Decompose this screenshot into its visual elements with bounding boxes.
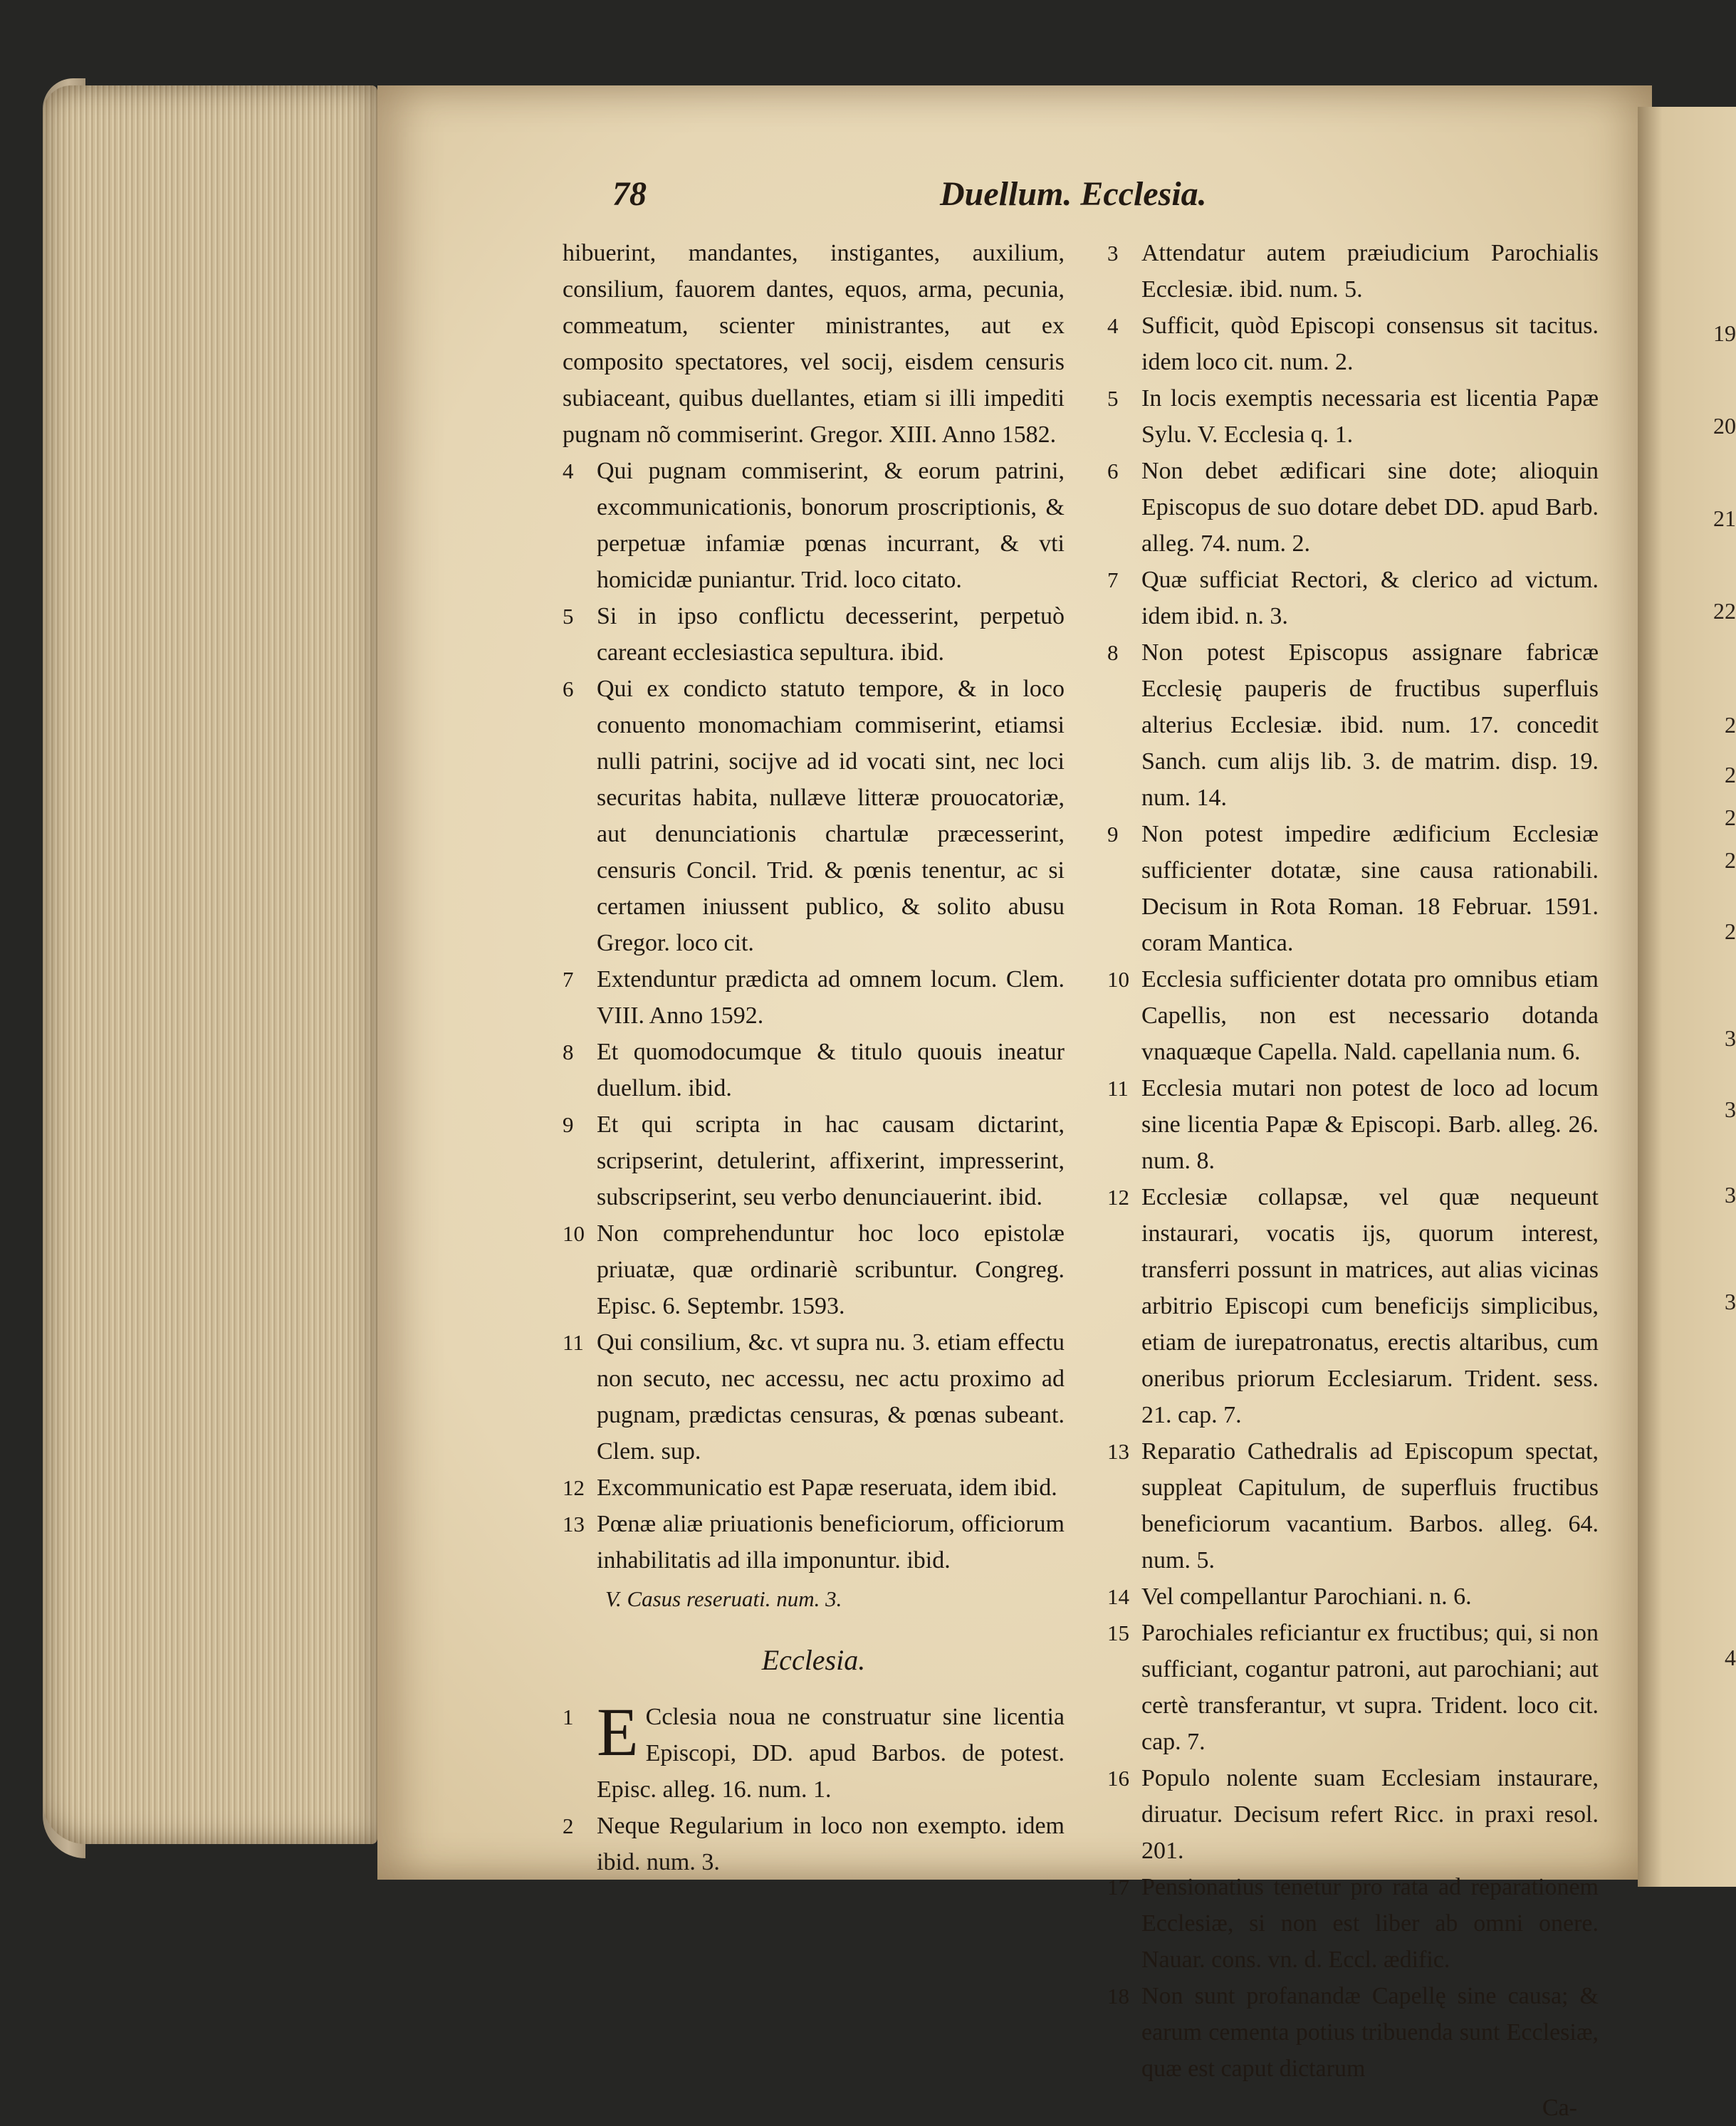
entry	[563, 1506, 1065, 1578]
entry-text: Ecclesia mutari non potest de loco ad locum sine licentia Papæ & Episcopi. Barb. alleg. 26. num. 8.	[1141, 1075, 1599, 1174]
facing-page-number: 22	[1713, 598, 1736, 624]
entry-text: Attendatur autem præiudicium Parochialis Ecclesiæ. ibid. num. 5.	[1141, 240, 1599, 303]
opening-text: hibuerint, mandantes, instigantes, auxilium, consilium, fauorem dantes, equos, arma, pecunia, commeatum, scienter ministrantes, aut ex composito spectatores, vel socij, eisdem censuris subiaceant, quibus duellantes, etiam si illi impediti pugnam nõ commiserint. Gregor. XIII. Anno 1582.	[563, 240, 1065, 448]
left-column	[563, 235, 1065, 1880]
entry	[1107, 562, 1599, 634]
entry-text: Non potest Episcopus assignare fabricæ Ecclesię pauperis de fructibus superfluis alterius Ecclesiæ. ibid. num. 17. concedit Sanch. cum alijs lib. 3. de matrim. disp. 19. num. 14.	[1141, 639, 1599, 811]
page-block-edge	[43, 85, 377, 1844]
entry-text: Ecclesia sufficienter dotata pro omnibus etiam Capellis, non est necessario dotanda vnaquæque Capella. Nald. capellania num. 6.	[1141, 966, 1599, 1065]
entry-text: Pœnæ aliæ priuationis beneficiorum, officiorum inhabilitatis ad illa imponuntur. ibid.	[597, 1511, 1065, 1573]
entry-text: Qui consilium, &c. vt supra nu. 3. etiam effectu non secuto, nec accessu, nec actu proximo ad pugnam, prædictas censuras, & pœnas subeant. Clem. sup.	[597, 1329, 1065, 1465]
facing-page-number: 2	[1725, 762, 1736, 787]
facing-page-number: 3	[1725, 1096, 1736, 1122]
facing-page-number: 3	[1725, 1182, 1736, 1208]
entry	[563, 598, 1065, 671]
entry	[563, 1693, 1065, 1808]
entry-text: Non comprehenduntur hoc loco epistolæ priuatæ, quæ ordinariè scribuntur. Congreg. Episc. 6. Septembr. 1593.	[597, 1220, 1065, 1319]
facing-page-numbers	[1705, 107, 1736, 1887]
cross-reference: V. Casus reseruati. num. 3.	[605, 1586, 842, 1611]
entry	[1107, 1760, 1599, 1869]
entry	[563, 1470, 1065, 1506]
entry-number: 11	[1107, 1076, 1129, 1101]
entry-number: 12	[1107, 1185, 1129, 1210]
entry-text	[597, 1693, 1065, 1808]
entry-text: In locis exemptis necessaria est licentia Papæ Sylu. V. Ecclesia q. 1.	[1141, 385, 1599, 448]
entry	[1107, 816, 1599, 961]
entry-text: Sufficit, quòd Episcopi consensus sit tacitus. idem loco cit. num. 2.	[1141, 313, 1599, 375]
entry-number: 2	[563, 1813, 574, 1838]
entry-number: 3	[1107, 241, 1119, 266]
entry-number: 14	[1107, 1584, 1129, 1609]
entry	[1107, 308, 1599, 380]
entry-text: Non sunt profanandæ Capellę sine causa; & earum cementa potius tribuenda sunt Ecclesiæ, quæ est caput dictarum	[1141, 1983, 1599, 2082]
facing-page-strip	[1638, 107, 1736, 1887]
entry-text: Vel compellantur Parochiani. n. 6.	[1141, 1583, 1472, 1610]
entry-text: Quæ sufficiat Rectori, & clerico ad victum. idem ibid. n. 3.	[1141, 567, 1599, 629]
entry	[563, 671, 1065, 961]
facing-page-number: 21	[1713, 506, 1736, 531]
entry	[563, 453, 1065, 598]
entry-number: 8	[1107, 640, 1119, 665]
entry	[1107, 1978, 1599, 2087]
entry-text: Populo nolente suam Ecclesiam instaurare, diruatur. Decisum refert Ricc. in praxi resol. 201.	[1141, 1765, 1599, 1864]
entry-number: 15	[1107, 1620, 1129, 1645]
facing-page-number: 2	[1725, 712, 1736, 738]
drop-cap: E	[597, 1693, 639, 1770]
entry	[1107, 1070, 1599, 1179]
entry	[563, 1106, 1065, 1215]
entry-text: Excommunicatio est Papæ reseruata, idem ibid.	[597, 1475, 1057, 1501]
entry-number: 5	[1107, 386, 1119, 411]
entry-text: Neque Regularium in loco non exempto. idem ibid. num. 3.	[597, 1812, 1065, 1875]
facing-page-number: 3	[1725, 1025, 1736, 1051]
entry-number: 1	[563, 1704, 574, 1729]
entry-number: 7	[563, 967, 574, 992]
entry	[1107, 961, 1599, 1070]
facing-page-number: 2	[1725, 805, 1736, 830]
entry-number: 18	[1107, 1984, 1129, 2009]
entry-number: 6	[563, 676, 574, 701]
entry	[563, 1034, 1065, 1106]
entry-text: Extenduntur prædicta ad omnem locum. Clem. VIII. Anno 1592.	[597, 966, 1065, 1029]
section-title: Ecclesia.	[761, 1643, 866, 1676]
facing-page-number: 20	[1713, 413, 1736, 439]
entry-text: Ecclesiæ collapsæ, vel quæ nequeunt instaurari, vocatis ijs, quorum interest, transferri possunt in matrices, aut alias vicinas arbitrio Episcopi cum beneficijs simplicibus, etiam de iurepatronatus, erectis altaribus, cum oneribus priorum Ecclesiarum. Trident. sess. 21. cap. 7.	[1141, 1184, 1599, 1428]
entry-number: 5	[563, 604, 574, 629]
entry	[1107, 1433, 1599, 1578]
entry	[1107, 235, 1599, 308]
entry-text: Et qui scripta in hac causam dictarint, scripserint, detulerint, affixerint, impresserint, subscripserint, seu verbo denunciauerint. ibid.	[597, 1111, 1065, 1210]
entry-number: 16	[1107, 1766, 1129, 1791]
entry	[563, 1215, 1065, 1324]
entry	[563, 1324, 1065, 1470]
section-entries	[563, 1693, 1065, 1880]
entry	[563, 961, 1065, 1034]
entry	[1107, 1578, 1599, 1615]
entry	[1107, 634, 1599, 816]
page-header	[612, 174, 1609, 224]
entry-number: 10	[563, 1221, 585, 1246]
entry	[1107, 380, 1599, 453]
facing-page-number: 2	[1725, 847, 1736, 873]
entry-text-body: Cclesia noua ne construatur sine licentia Episcopi, DD. apud Barbos. de potest. Episc. alleg. 16. num. 1.	[597, 1703, 1065, 1803]
entry-number: 9	[563, 1112, 574, 1137]
entry	[563, 1808, 1065, 1880]
facing-page-number: 4	[1725, 1645, 1736, 1670]
entry-text: Qui pugnam commiserint, & eorum patrini, excommunicationis, bonorum proscriptionis, & perpetuæ infamiæ pœnas incurrant, & vti homicidæ puniantur. Trid. loco citato.	[597, 458, 1065, 593]
page-number: 78	[612, 175, 647, 213]
right-column	[1107, 235, 1599, 2126]
entry-text: Reparatio Cathedralis ad Episcopum spectat, suppleat Capitulum, de superfluis fructibus beneficiorum vacantium. Barbos. alleg. 64. num. 5.	[1141, 1438, 1599, 1573]
right-entries	[1107, 235, 1599, 2087]
entry-text: Non debet ædificari sine dote; alioquin Episcopus de suo dotare debet DD. apud Barb. alleg. 74. num. 2.	[1141, 458, 1599, 557]
entry-number: 9	[1107, 822, 1119, 847]
entry-number: 10	[1107, 967, 1129, 992]
entry-text: Non potest impedire ædificium Ecclesiæ sufficienter dotatæ, sine causa rationabili. Decisum in Rota Roman. 18 Februar. 1591. coram Mantica.	[1141, 821, 1599, 956]
entry-number: 13	[563, 1512, 585, 1536]
entry-number: 4	[563, 459, 574, 483]
entry-number: 12	[563, 1475, 585, 1500]
entry	[1107, 1869, 1599, 1978]
entry-number: 11	[563, 1330, 584, 1355]
entry-text: Et quomodocumque & titulo quouis ineatur duellum. ibid.	[597, 1039, 1065, 1101]
entry	[1107, 1615, 1599, 1760]
entry-text: Parochiales reficiantur ex fructibus; qui, si non sufficiant, cogantur patroni, aut parochiani; aut certè transferantur, vt supra. Trident. loco cit. cap. 7.	[1141, 1620, 1599, 1755]
facing-page-number: 2	[1725, 918, 1736, 944]
entry-number: 17	[1107, 1875, 1129, 1900]
entry-number: 8	[563, 1040, 574, 1064]
entry	[1107, 453, 1599, 562]
entry-number: 7	[1107, 567, 1119, 592]
catchword: Ca-	[1542, 2095, 1577, 2121]
entry-text: Qui ex condicto statuto tempore, & in loco conuento monomachiam commiserint, etiamsi nulli patrini, socijve ad id vocati sint, nec loci securitas habita, nullæve litteræ prouocatoriæ, aut denunciationis chartulæ præcesserint, censuris Concil. Trid. & pœnis tenentur, ac si certamen iniussent publico, & solito abusu Gregor. loco cit.	[597, 676, 1065, 956]
entry-number: 6	[1107, 459, 1119, 483]
running-title: Duellum. Ecclesia.	[940, 175, 1207, 213]
entry-text: Pensionatius tenetur pro rata ad reparationem Ecclesiæ, si non est liber ab omni onere. Nauar. cons. vn. d. Eccl. ædific.	[1141, 1874, 1599, 1973]
entry	[1107, 1179, 1599, 1433]
facing-page-number: 19	[1713, 320, 1736, 346]
entry-text: Si in ipso conflictu decesserint, perpetuò careant ecclesiastica sepultura. ibid.	[597, 603, 1065, 666]
facing-page-number: 3	[1725, 1289, 1736, 1314]
entry-number: 13	[1107, 1439, 1129, 1464]
entry-number: 4	[1107, 313, 1119, 338]
left-entries	[563, 453, 1065, 1578]
